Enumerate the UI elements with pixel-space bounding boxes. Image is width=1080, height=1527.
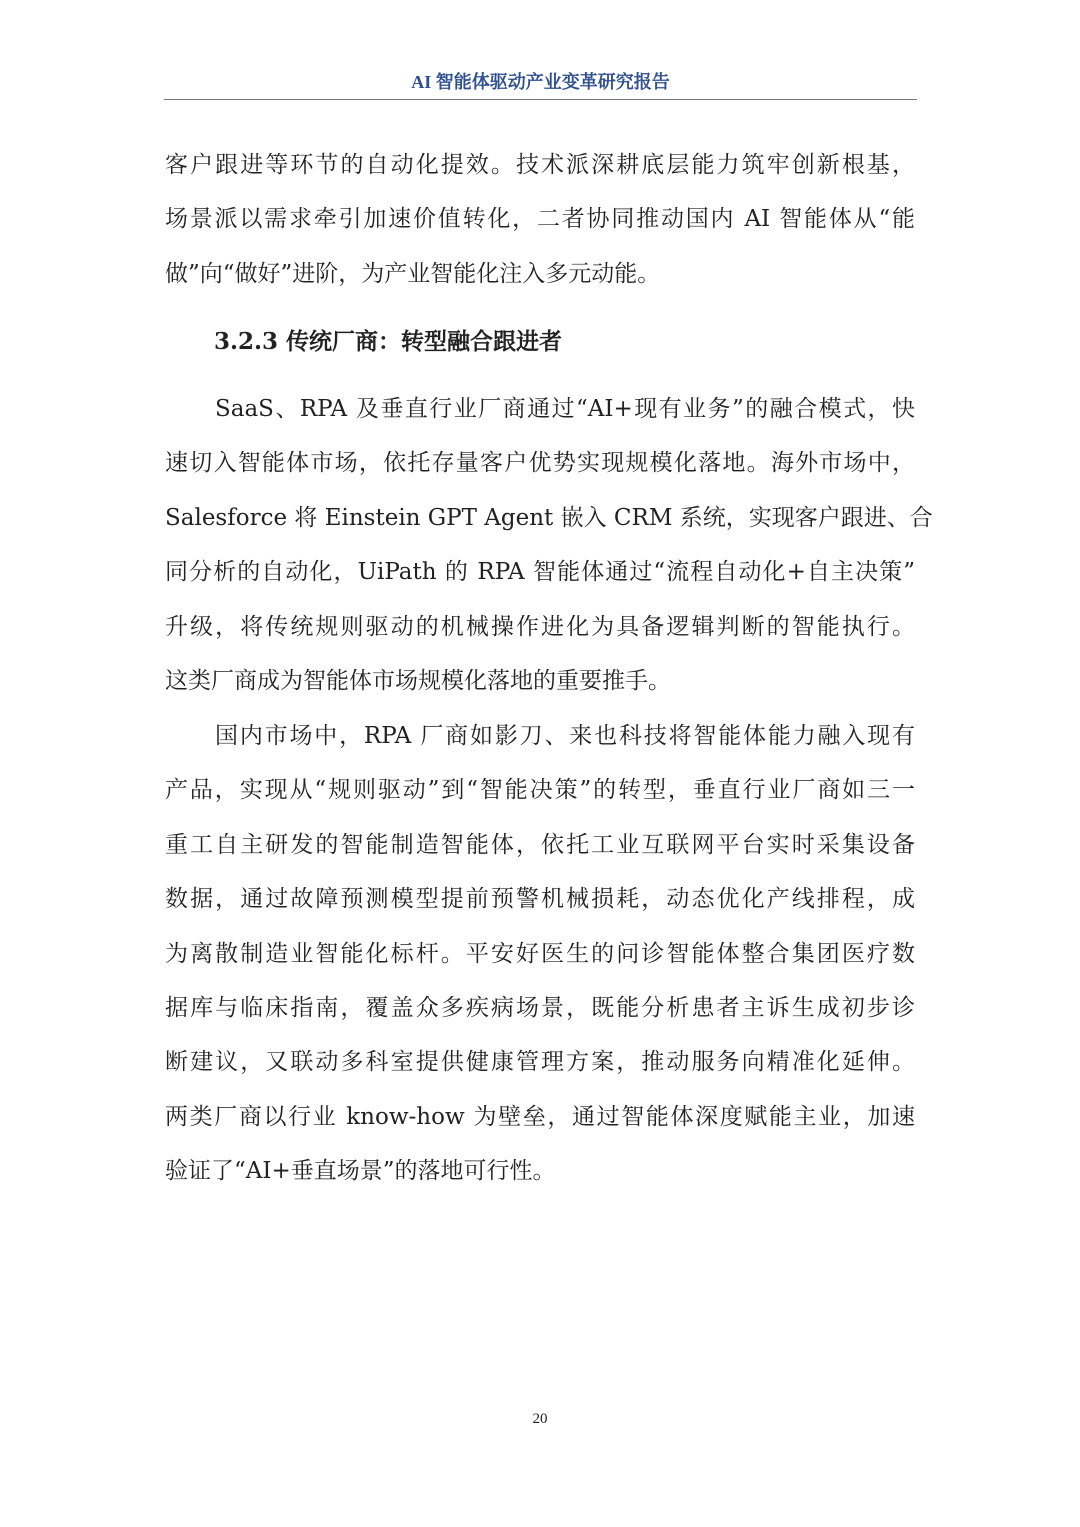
text-line: 产品，实现从“规则驱动”到“智能决策”的转型，垂直行业厂商如三一 bbox=[165, 777, 915, 804]
text-line: Salesforce 将 Einstein GPT Agent 嵌入 CRM 系统，实现客户跟进、合 bbox=[165, 504, 933, 531]
text-line: 数据，通过故障预测模型提前预警机械损耗，动态优化产线排程，成 bbox=[165, 886, 915, 913]
running-header: AI 智能体驱动产业变革研究报告 bbox=[411, 72, 670, 92]
text-line: 这类厂商成为智能体市场规模化落地的重要推手。 bbox=[165, 667, 671, 694]
text-line: 做”向“做好”进阶，为产业智能化注入多元动能。 bbox=[165, 260, 661, 287]
text-line: 同分析的自动化，UiPath 的 RPA 智能体通过“流程自动化+自主决策” bbox=[165, 559, 915, 586]
text-line: 国内市场中，RPA 厂商如影刀、来也科技将智能体能力融入现有 bbox=[215, 723, 915, 749]
text-line: 两类厂商以行业 know-how 为壁垒，通过智能体深度赋能主业，加速 bbox=[165, 1103, 915, 1130]
text-line: 重工自主研发的智能制造智能体，依托工业互联网平台实时采集设备 bbox=[165, 831, 915, 858]
page-number: 20 bbox=[532, 1411, 548, 1427]
text-line: 验证了“AI+垂直场景”的落地可行性。 bbox=[165, 1158, 556, 1185]
paragraph-overseas-vendors bbox=[165, 382, 933, 708]
text-line: 速切入智能体市场，依托存量客户优势实现规模化落地。海外市场中， bbox=[165, 450, 915, 477]
text-line: 升级，将传统规则驱动的机械操作进化为具备逻辑判断的智能执行。 bbox=[165, 613, 915, 640]
paragraph-continued bbox=[165, 138, 915, 301]
text-line: 断建议，又联动多科室提供健康管理方案，推动服务向精准化延伸。 bbox=[165, 1049, 915, 1076]
text-line: 客户跟进等环节的自动化提效。技术派深耕底层能力筑牢创新根基， bbox=[165, 152, 915, 178]
text-line: SaaS、RPA 及垂直行业厂商通过“AI+现有业务”的融合模式，快 bbox=[215, 396, 915, 422]
text-line: 为离散制造业智能化标杆。平安好医生的问诊智能体整合集团医疗数 bbox=[165, 940, 915, 967]
paragraph-domestic-vendors bbox=[165, 709, 915, 1199]
text-line: 场景派以需求牵引加速价值转化，二者协同推动国内 AI 智能体从“能 bbox=[165, 206, 915, 233]
section-heading: 3.2.3 传统厂商：转型融合跟进者 bbox=[214, 328, 563, 355]
header-divider bbox=[164, 99, 917, 100]
text-line: 据库与临床指南，覆盖众多疾病场景，既能分析患者主诉生成初步诊 bbox=[165, 994, 915, 1021]
